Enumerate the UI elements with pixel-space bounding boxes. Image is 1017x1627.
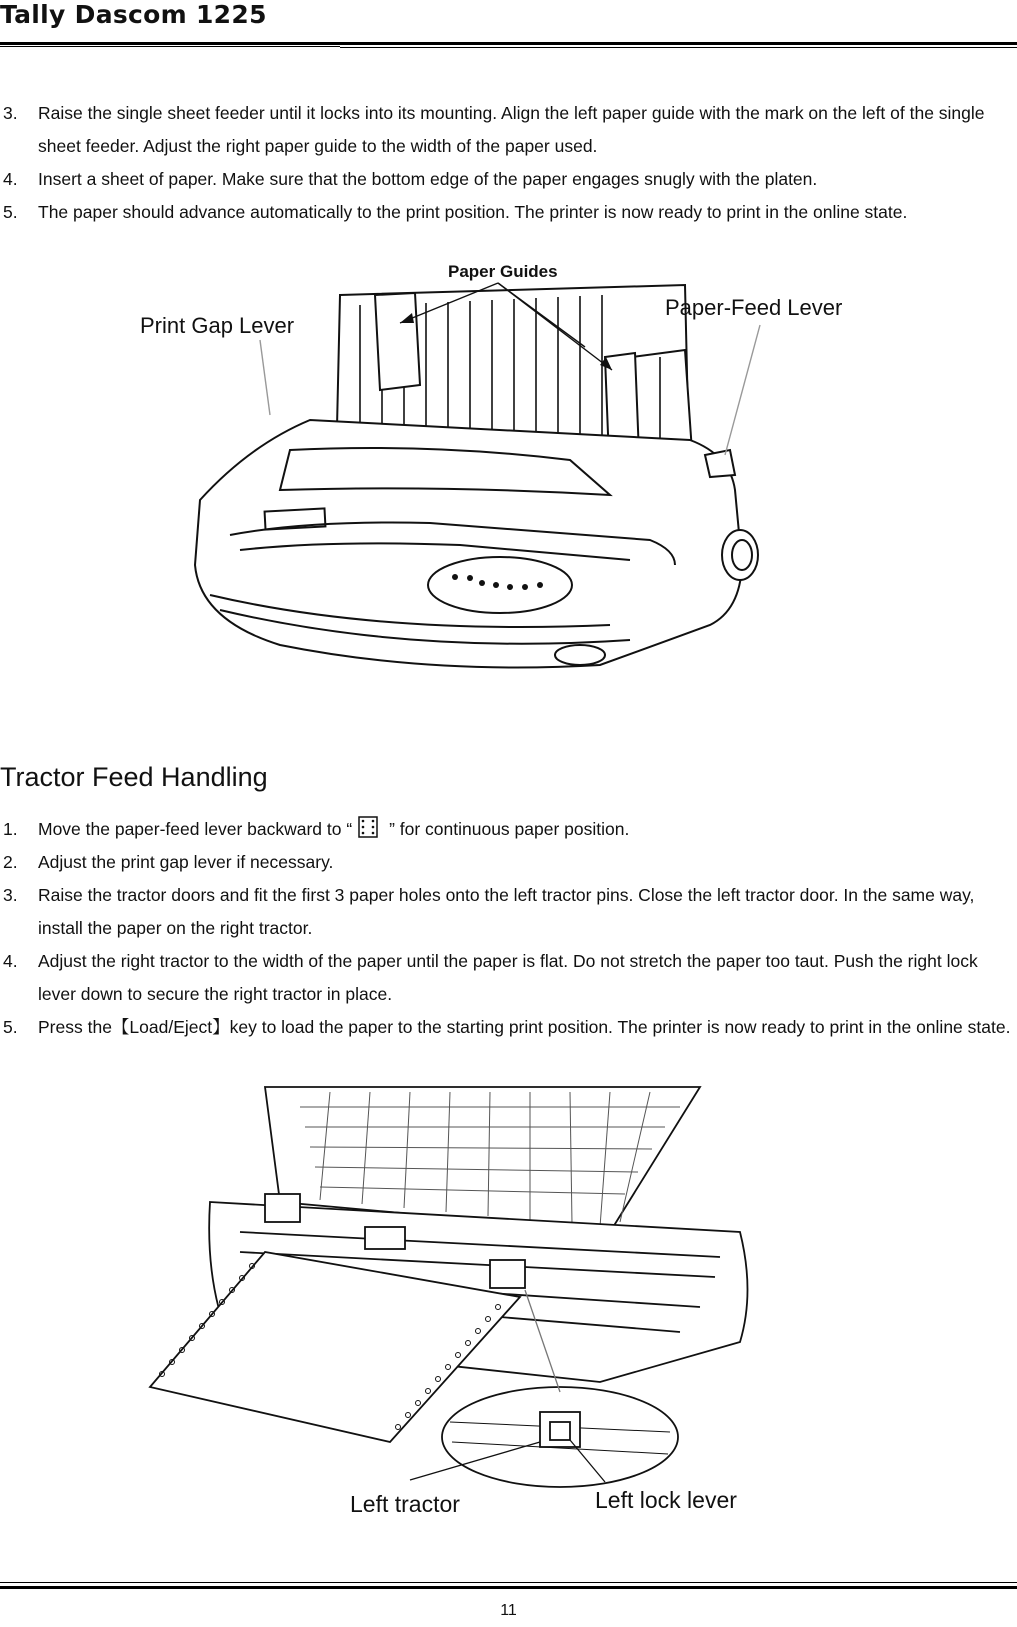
- continuous-paper-icon: [355, 816, 381, 838]
- label-paper-feed-lever: Paper-Feed Lever: [665, 295, 843, 320]
- list-item: 1. Move the paper-feed lever backward to “ ” for continuous paper position.: [0, 813, 1017, 846]
- steps-list-single-sheet: [0, 97, 1017, 229]
- page-number: 11: [500, 1602, 517, 1619]
- footer-rule-upper: [0, 1582, 1017, 1583]
- paper-feed-lever-shape: [705, 450, 735, 477]
- right-tractor-unit: [490, 1260, 525, 1288]
- printer-sheet-feeder-figure: [130, 265, 890, 720]
- control-panel: [428, 557, 572, 613]
- page-header-title: Tally Dascom 1225: [0, 0, 267, 29]
- header-rule-accent: [0, 46, 340, 47]
- left-paper-guide: [375, 293, 420, 390]
- header-rule: [0, 42, 1017, 45]
- label-print-gap-lever: Print Gap Lever: [140, 313, 295, 338]
- list-item: 5. Press the【Load/Eject】key to load the paper to the starting print position. The printer is now ready to print in the online state.: [3, 1017, 1011, 1037]
- steps-list-tractor: [0, 813, 1017, 1044]
- list-item: 4. Adjust the right tractor to the width of the paper until the paper is flat. Do not stretch the paper too taut. Push the right lock lever down to secure the right tractor in place.: [3, 951, 978, 1004]
- label-paper-guides: Paper Guides: [448, 265, 558, 281]
- center-tractor-unit: [365, 1227, 405, 1249]
- list-item: 3. Raise the tractor doors and fit the first 3 paper holes onto the left tractor pins. Close the left tractor door. In the same way, install the paper on the right tractor.: [3, 885, 975, 938]
- left-tractor-unit: [265, 1194, 300, 1222]
- list-item: 4. Insert a sheet of paper. Make sure that the bottom edge of the paper engages snugly with the platen.: [3, 169, 818, 189]
- label-left-lock-lever: Left lock lever: [595, 1487, 737, 1513]
- power-switch: [555, 645, 605, 665]
- list-item: 5. The paper should advance automatically to the print position. The printer is now ready to print in the online state.: [3, 202, 908, 222]
- footer-rule: [0, 1586, 1017, 1589]
- tractor-feed-figure: [140, 1082, 780, 1552]
- header-rule-lower: [340, 47, 1017, 48]
- list-item: 3. Raise the single sheet feeder until it locks into its mounting. Align the left paper guide with the mark on the left of the single sheet feeder. Adjust the right paper guide to the width of the paper used.: [3, 103, 985, 156]
- section-title: Tractor Feed Handling: [0, 762, 268, 792]
- list-item: 2. Adjust the print gap lever if necessary.: [3, 852, 334, 872]
- label-left-tractor: Left tractor: [350, 1491, 460, 1517]
